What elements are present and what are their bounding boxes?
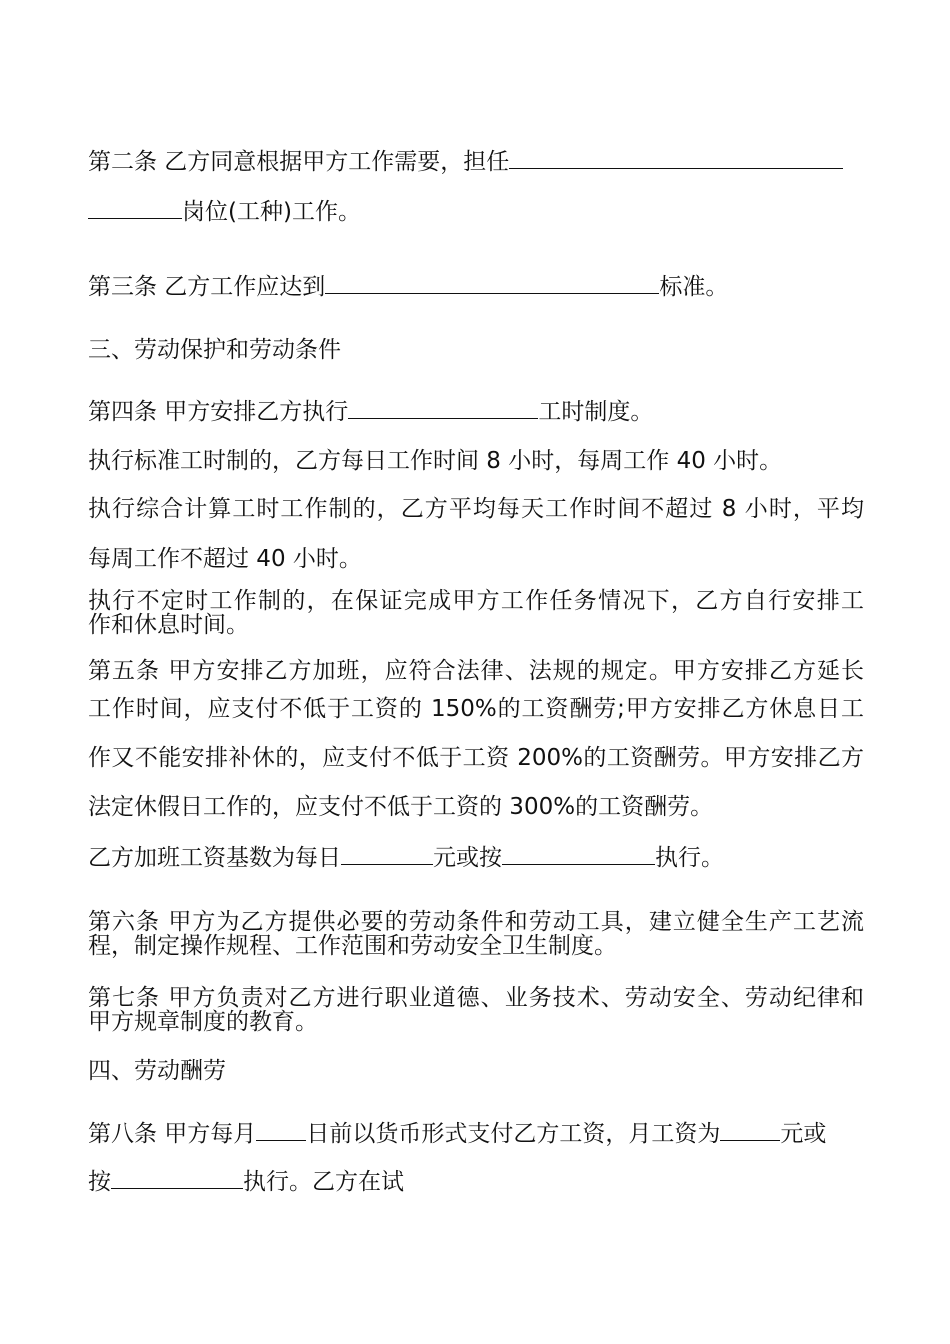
- article-3: [88, 271, 728, 301]
- overtime-base-suffix: 执行。: [655, 845, 724, 871]
- job-post-blank-continued[interactable]: [88, 196, 182, 219]
- article-7-line-1: 第七条 甲方负责对乙方进行职业道德、业务技术、劳动安全、劳动纪律和: [88, 985, 864, 1011]
- article-8-middle-2: 元或: [780, 1121, 827, 1147]
- article-2-text: 第二条 乙方同意根据甲方工作需要，担任: [88, 149, 510, 175]
- article-8-line-2-prefix: 按: [88, 1169, 111, 1195]
- article-4: [88, 396, 653, 426]
- flexible-hours-line-2: 作和休息时间。: [88, 612, 249, 638]
- work-standard-blank[interactable]: [325, 271, 659, 294]
- article-6-line-2: 程，制定操作规程、工作范围和劳动安全卫生制度。: [88, 933, 617, 959]
- comprehensive-hours-line-1: 执行综合计算工时工作制的，乙方平均每天工作时间不超过 8 小时，平均: [88, 496, 864, 522]
- article-2-suffix: 岗位(工种)工作。: [182, 199, 361, 225]
- job-post-blank[interactable]: [509, 146, 843, 169]
- overtime-base: [88, 842, 724, 872]
- overtime-basis-blank[interactable]: [502, 842, 655, 865]
- pay-day-blank[interactable]: [256, 1118, 306, 1141]
- section-3-heading: 三、劳动保护和劳动条件: [88, 337, 341, 363]
- overtime-base-middle: 元或按: [433, 845, 502, 871]
- monthly-salary-blank[interactable]: [720, 1118, 780, 1141]
- article-8-prefix: 第八条 甲方每月: [88, 1121, 257, 1147]
- article-2-line-1: [88, 146, 843, 176]
- article-5-line-1: 第五条 甲方安排乙方加班，应符合法律、法规的规定。甲方安排乙方延长: [88, 658, 864, 684]
- overtime-base-prefix: 乙方加班工资基数为每日: [88, 845, 341, 871]
- article-3-suffix: 标准。: [659, 274, 729, 300]
- standard-hours-paragraph: 执行标准工时制的，乙方每日工作时间 8 小时，每周工作 40 小时。: [88, 448, 783, 474]
- comprehensive-hours-line-2: 每周工作不超过 40 小时。: [88, 546, 362, 572]
- flexible-hours-line-1: 执行不定时工作制的，在保证完成甲方工作任务情况下，乙方自行安排工: [88, 588, 864, 614]
- working-hours-system-blank[interactable]: [348, 396, 538, 419]
- article-8-line-1: [88, 1118, 826, 1148]
- article-4-prefix: 第四条 甲方安排乙方执行: [88, 399, 349, 425]
- article-4-suffix: 工时制度。: [538, 399, 654, 425]
- article-8-line-2-suffix: 执行。乙方在试: [243, 1169, 404, 1195]
- article-6-line-1: 第六条 甲方为乙方提供必要的劳动条件和劳动工具，建立健全生产工艺流: [88, 909, 864, 935]
- article-3-prefix: 第三条 乙方工作应达到: [88, 274, 326, 300]
- daily-amount-blank[interactable]: [341, 842, 433, 865]
- salary-basis-blank[interactable]: [111, 1166, 243, 1189]
- article-7-line-2: 甲方规章制度的教育。: [88, 1009, 318, 1035]
- article-8-middle-1: 日前以货币形式支付乙方工资，月工资为: [306, 1121, 721, 1147]
- article-5-line-2: 工作时间，应支付不低于工资的 150%的工资酬劳;甲方安排乙方休息日工: [88, 696, 864, 722]
- article-8-line-2: [88, 1166, 404, 1196]
- article-5-line-4: 法定休假日工作的，应支付不低于工资的 300%的工资酬劳。: [88, 794, 714, 820]
- article-2-line-2: [88, 196, 361, 226]
- article-5-line-3: 作又不能安排补休的，应支付不低于工资 200%的工资酬劳。甲方安排乙方: [88, 745, 864, 771]
- section-4-heading: 四、劳动酬劳: [88, 1058, 226, 1084]
